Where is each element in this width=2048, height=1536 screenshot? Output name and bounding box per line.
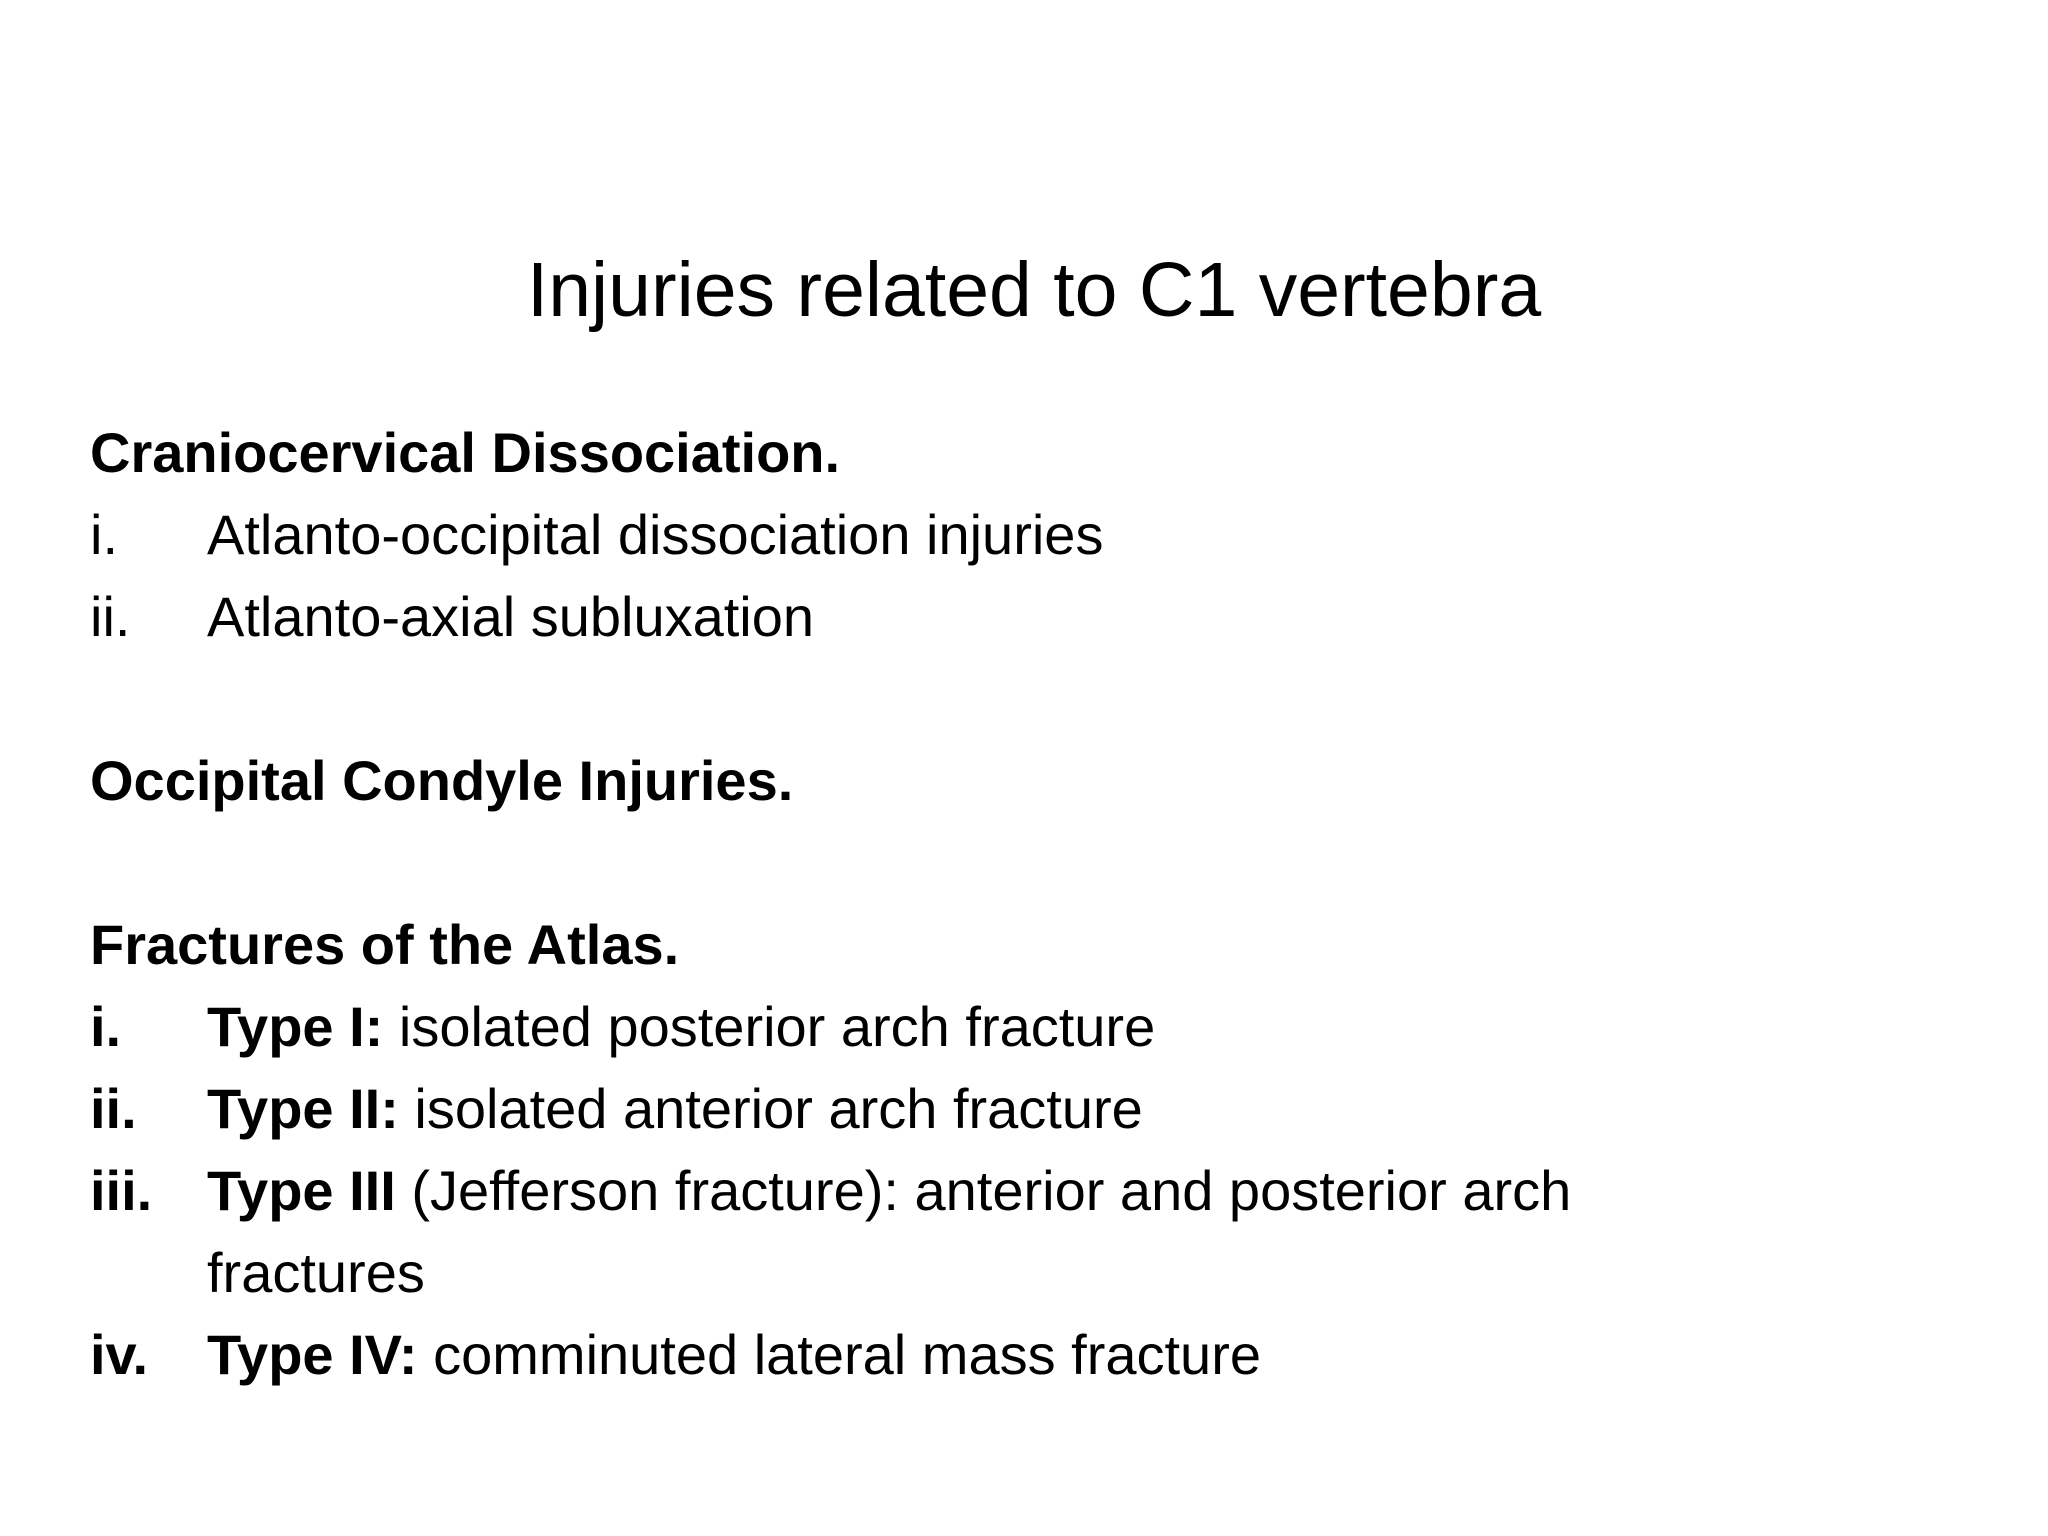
- list-item: [90, 494, 1640, 576]
- list-marker: iv.: [90, 1323, 149, 1386]
- list-marker: ii.: [90, 1077, 137, 1140]
- list-marker: i.: [90, 995, 122, 1058]
- slide-body: [90, 412, 1990, 1396]
- list-item-lead: Type III: [207, 1159, 396, 1222]
- list-item-lead: Type I:: [207, 995, 384, 1058]
- section-heading-craniocervical: Craniocervical Dissociation.: [90, 421, 841, 484]
- list-marker: ii.: [90, 585, 131, 648]
- spacer: [90, 658, 1990, 740]
- list-marker: i.: [90, 503, 118, 566]
- list-item: [90, 986, 1640, 1068]
- atlas-fractures-list: [90, 986, 1990, 1396]
- section-heading-occipital-condyle: Occipital Condyle Injuries.: [90, 749, 794, 812]
- list-item-text: (Jefferson fracture): anterior and posterior arch fractures: [207, 1159, 1572, 1304]
- craniocervical-list: [90, 494, 1990, 658]
- list-marker: iii.: [90, 1159, 153, 1222]
- slide-title: Injuries related to C1 vertebra: [526, 247, 1542, 333]
- spacer: [90, 822, 1990, 904]
- list-item: [90, 1314, 1640, 1396]
- list-item: [90, 1068, 1640, 1150]
- list-item-text: Atlanto-occipital dissociation injuries: [207, 503, 1104, 566]
- list-item: [90, 576, 1640, 658]
- section-heading-atlas-fractures: Fractures of the Atlas.: [90, 913, 680, 976]
- list-item-lead: Type II:: [207, 1077, 399, 1140]
- list-item-text: Atlanto-axial subluxation: [207, 585, 815, 648]
- list-item-text: isolated posterior arch fracture: [383, 995, 1156, 1058]
- list-item-text: isolated anterior arch fracture: [398, 1077, 1143, 1140]
- list-item-lead: Type IV:: [207, 1323, 418, 1386]
- list-item: [90, 1150, 1640, 1314]
- list-item-text: comminuted lateral mass fracture: [417, 1323, 1261, 1386]
